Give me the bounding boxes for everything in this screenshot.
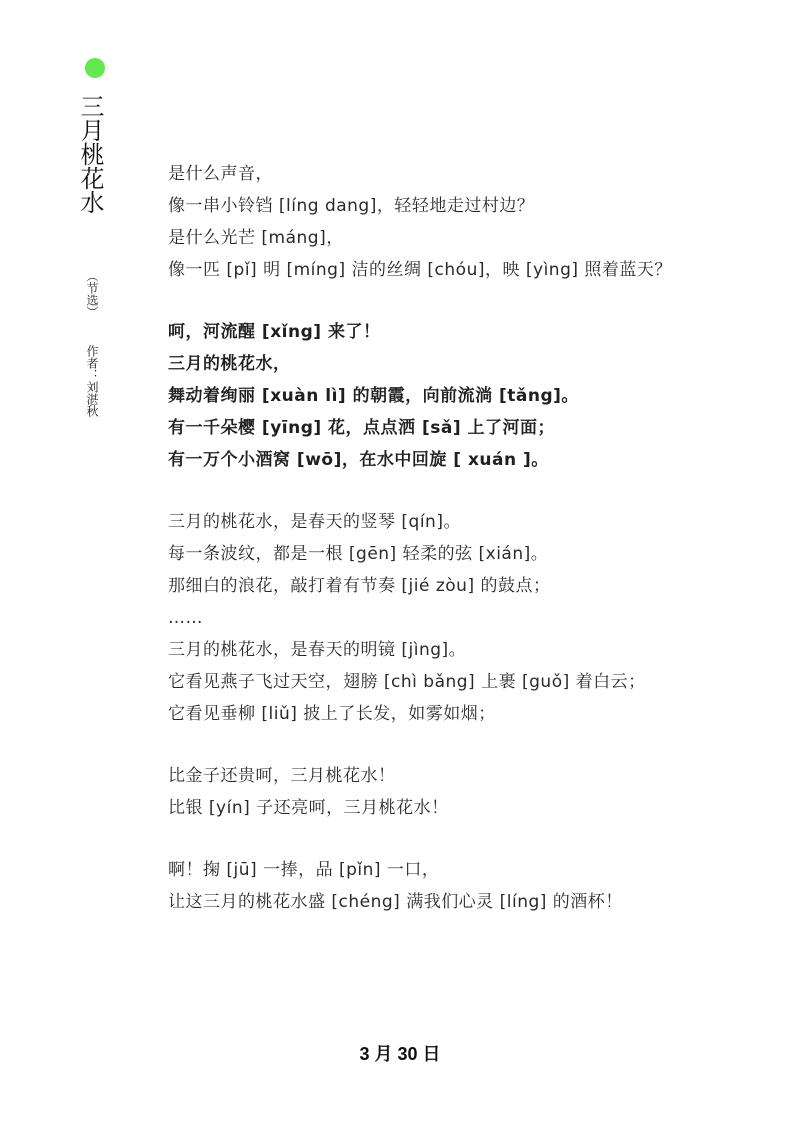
poem-body	[168, 158, 753, 948]
poem-line: 舞动着绚丽 [xuàn lì] 的朝霞，向前流淌 [tǎng]。	[168, 386, 579, 406]
poem-line: 每一条波纹，都是一根 [gēn] 轻柔的弦 [xián]。	[168, 544, 549, 564]
poem-line: 像一匹 [pǐ] 明 [míng] 洁的丝绸 [chóu]，映 [yìng] 照着蓝天？	[168, 260, 672, 280]
poem-line: 比金子还贵呵，三月桃花水！	[168, 766, 396, 786]
poem-line: 让这三月的桃花水盛 [chéng] 满我们心灵 [líng] 的酒杯！	[168, 892, 623, 912]
poem-line: 是什么声音，	[168, 164, 273, 184]
poem-line: 三月的桃花水，	[168, 354, 291, 374]
page-title: 三月桃花水	[76, 94, 104, 214]
poem-line: 呵，河流醒 [xǐng] 来了！	[168, 322, 381, 342]
poem-line: 啊！掬 [jū] 一捧，品 [pǐn] 一口，	[168, 860, 440, 880]
poem-line: 是什么光芒 [máng]，	[168, 228, 344, 248]
poem-line: 有一千朵樱 [yīng] 花，点点洒 [sǎ] 上了河面；	[168, 418, 556, 438]
stanza-4	[168, 760, 753, 824]
stanza-1	[168, 158, 753, 286]
poem-line: 像一串小铃铛 [líng dang]，轻轻地走过村边？	[168, 196, 535, 216]
date-footer: 3 月 30 日	[359, 1044, 441, 1064]
author-label: 作者：刘湛秋	[85, 345, 99, 417]
poem-line: 三月的桃花水，是春天的明镜 [jìng]。	[168, 640, 467, 660]
stanza-3	[168, 506, 753, 730]
poem-line: ……	[168, 608, 203, 628]
poem-line: 它看见燕子飞过天空，翅膀 [chì bǎng] 上裹 [guǒ] 着白云；	[168, 672, 646, 692]
poem-line: 那细白的浪花，敲打着有节奏 [jié zòu] 的鼓点；	[168, 576, 551, 596]
stanza-5	[168, 854, 753, 918]
poem-line: 比银 [yín] 子还亮呵，三月桃花水！	[168, 798, 449, 818]
poem-line: 它看见垂柳 [liǔ] 披上了长发，如雾如烟；	[168, 704, 496, 724]
green-dot-icon	[85, 58, 105, 78]
poem-line: 有一万个小酒窝 [wō]，在水中回旋 [ xuán ]。	[168, 450, 549, 470]
subtitle: （节选）	[85, 270, 99, 318]
stanza-2	[168, 316, 753, 476]
poem-line: 三月的桃花水，是春天的竖琴 [qín]。	[168, 512, 461, 532]
